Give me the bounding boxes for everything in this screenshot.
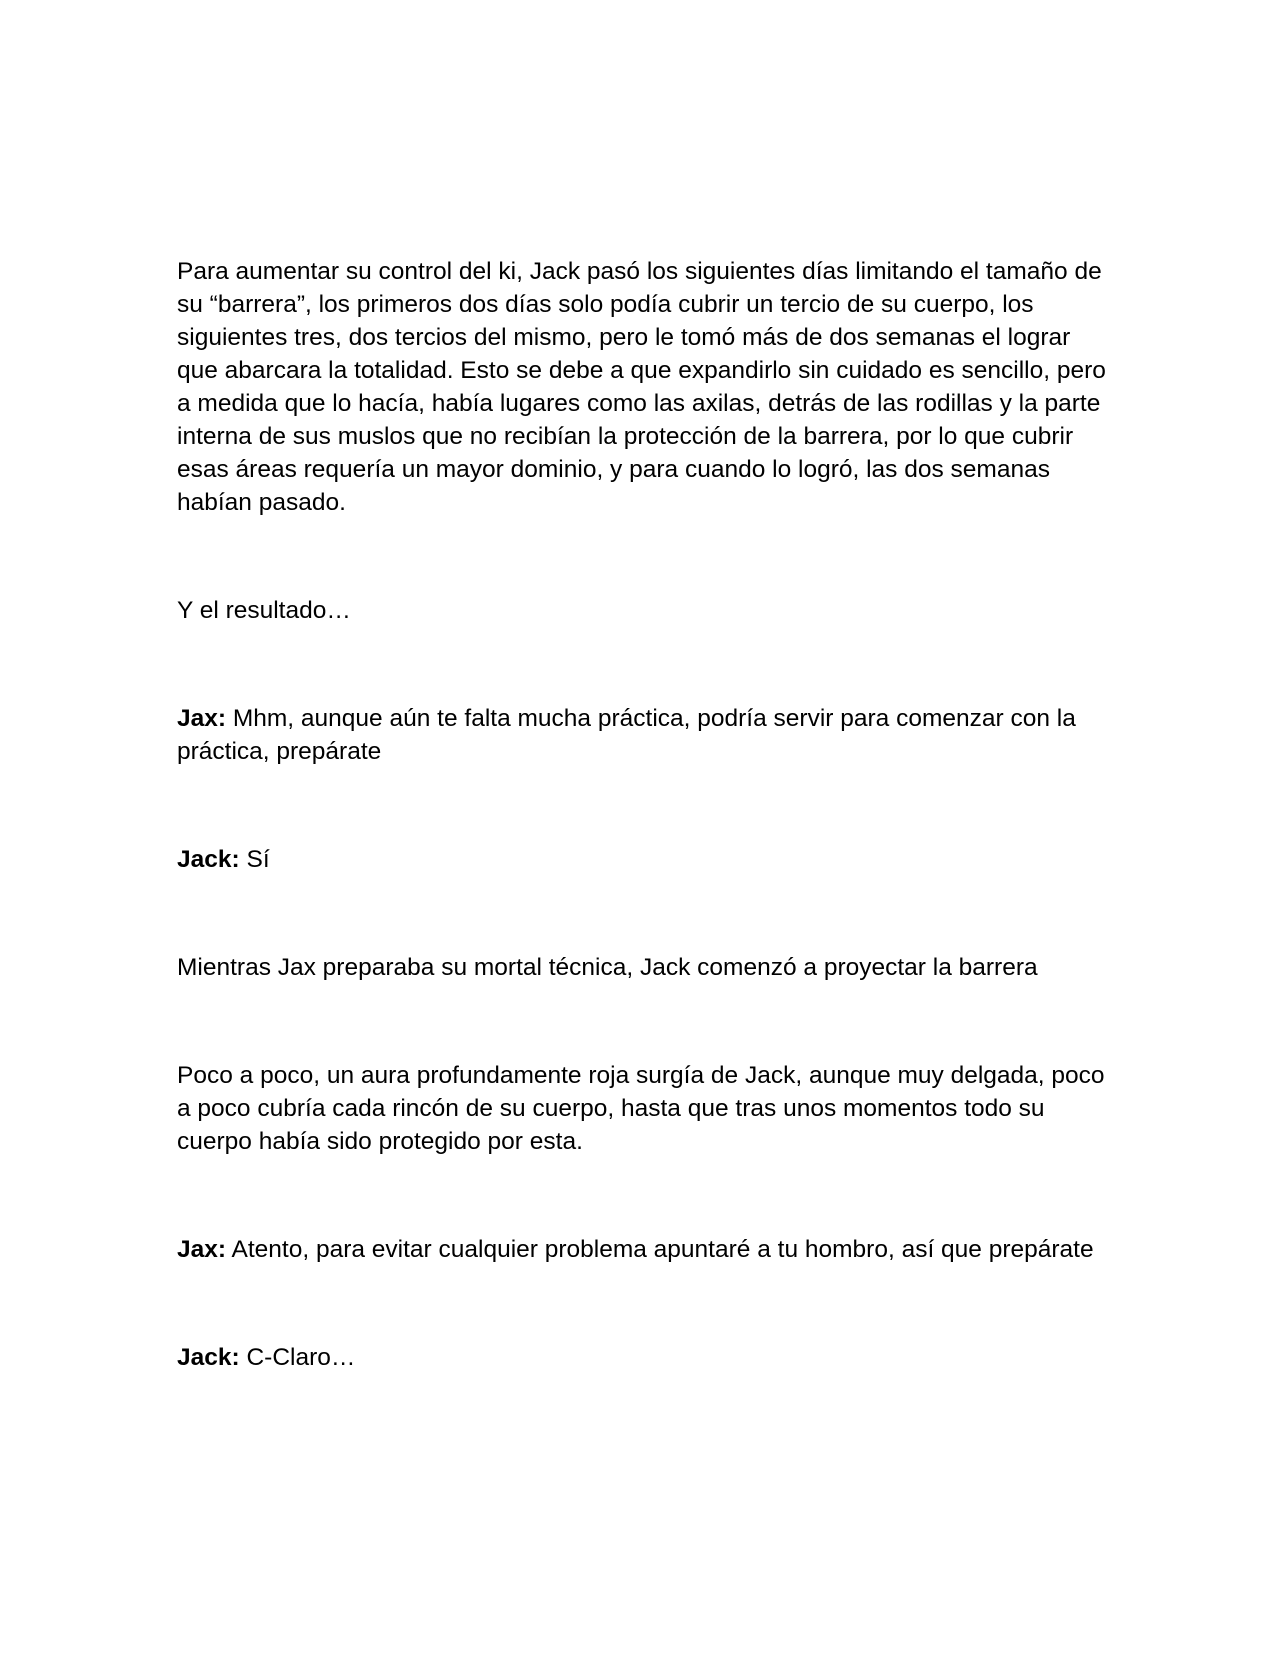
dialogue-text: Sí xyxy=(239,846,270,873)
narration-paragraph-4 xyxy=(177,1059,1107,1158)
dialogue-line-jax-2 xyxy=(177,1233,1107,1266)
narration-text: Poco a poco, un aura profundamente roja surgía de Jack, aunque muy delgada, poco a poco cubría cada rincón de su cuerpo, hasta que tras unos momentos todo su cuerpo había sido protegido por esta. xyxy=(177,1062,1105,1155)
dialogue-line-jack-2 xyxy=(177,1341,1107,1374)
dialogue-line-jack-1 xyxy=(177,843,1107,876)
document-body xyxy=(177,255,1107,1374)
dialogue-text: C-Claro… xyxy=(239,1344,356,1371)
speaker-name: Jax: xyxy=(177,705,227,732)
speaker-name: Jack: xyxy=(177,846,240,873)
narration-paragraph-3 xyxy=(177,951,1107,984)
dialogue-text: Mhm, aunque aún te falta mucha práctica, podría servir para comenzar con la práctica, prepárate xyxy=(177,705,1076,765)
dialogue-text: Atento, para evitar cualquier problema apuntaré a tu hombro, así que prepárate xyxy=(226,1236,1094,1263)
narration-text: Mientras Jax preparaba su mortal técnica, Jack comenzó a proyectar la barrera xyxy=(177,954,1038,981)
narration-text: Y el resultado… xyxy=(177,597,351,624)
speaker-name: Jack: xyxy=(177,1344,240,1371)
narration-paragraph-1 xyxy=(177,255,1107,519)
narration-text: Para aumentar su control del ki, Jack pasó los siguientes días limitando el tamaño de su “barrera”, los primeros dos días solo podía cubrir un tercio de su cuerpo, los siguientes tres, dos tercios del mismo, pero le tomó más de dos semanas el lograr que abarcara la totalidad. Esto se debe a que expandirlo sin cuidado es sencillo, pero a medida que lo hacía, había lugares como las axilas, detrás de las rodillas y la parte interna de sus muslos que no recibían la protección de la barrera, por lo que cubrir esas áreas requería un mayor dominio, y para cuando lo logró, las dos semanas habían pasado. xyxy=(177,258,1106,516)
speaker-name: Jax: xyxy=(177,1236,227,1263)
narration-paragraph-2 xyxy=(177,594,1107,627)
dialogue-line-jax-1 xyxy=(177,702,1107,768)
